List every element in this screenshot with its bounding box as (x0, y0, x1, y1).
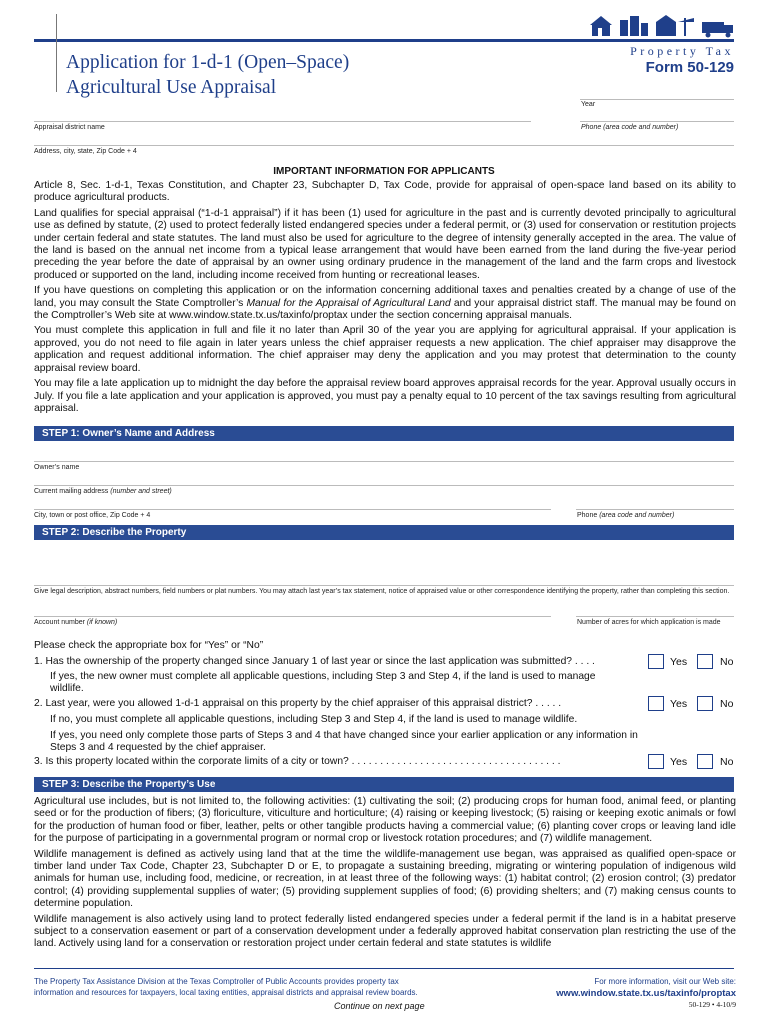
q2-yes-checkbox[interactable] (648, 696, 664, 711)
owner-phone-note: (area code and number) (599, 512, 675, 519)
q1-no-label: No (720, 656, 734, 668)
important-heading: IMPORTANT INFORMATION FOR APPLICANTS (273, 166, 495, 177)
q3-no-checkbox[interactable] (697, 754, 713, 769)
important-p1: Article 8, Sec. 1-d-1, Texas Constitution, and Chapter 23, Subchapter D, Tax Code, provide for appraisal of open-space land based on its ability to produce agricultural products. (34, 180, 736, 204)
property-icons (590, 14, 735, 38)
footer-left-1: The Property Tax Assistance Division at the Texas Comptroller of Public Accounts provides property tax (34, 977, 399, 986)
step3-p2: Wildlife management is defined as actively using land that at the time the wildlife-management use began, was appraised as qualified open-space or timber land under Tax Code, Chapter 23, Subchapter D or E, to propagate a sustaining breeding, migrating or wintering population of indigenous wild animals for human use, including food, medicine, or recreation, in at least three of the following ways: (1) habitat control; (2) erosion control; (3) predator control; (4) providing supplemental supplies of water; (5) providing supplement supplies of food; (6) providing shelters; and (7) making census counts to determine population. (34, 848, 736, 910)
acres-line[interactable] (576, 616, 734, 617)
phone-line[interactable] (580, 121, 734, 122)
step3-p3: Wildlife management is also actively using land to protect federally listed endangered species under a federal permit if the land is in a habitat preserve subject to a conservation easement or part of a conservation development under a federally approved habitat conservation plan restricting the use of the land. Actively using land for a conservation or restoration project under certain federal and state statutes is wildlife (34, 913, 736, 950)
owner-name-label: Owner’s name (34, 464, 80, 471)
q2-no-label: No (720, 698, 734, 710)
property-tax-label: Property Tax (630, 44, 734, 58)
question-2-note-1: If no, you must complete all applicable questions, including Step 3 and Step 4, if the land is used to manage wildlife. (50, 714, 578, 725)
year-line[interactable] (580, 99, 734, 100)
q1-yes-label: Yes (670, 656, 688, 668)
year-label: Year (581, 101, 596, 108)
question-1: 1. Has the ownership of the property changed since January 1 of last year or since the last application was submitted? . . . . (34, 656, 595, 667)
appraisal-district-label: Appraisal district name (34, 124, 105, 131)
mailing-line[interactable] (34, 485, 734, 486)
q3-yes-checkbox[interactable] (648, 754, 664, 769)
q3-no-label: No (720, 756, 734, 768)
city-label: City, town or post office, Zip Code + 4 (34, 512, 151, 519)
owner-name-line[interactable] (34, 461, 734, 462)
question-2-note-2: If yes, you need only complete those parts of Steps 3 and 4 that have changed since your earlier application or any information in Steps 3 and 4 requested by the chief appraiser. (50, 730, 638, 754)
account-label (34, 619, 117, 626)
form-number: Form 50-129 (645, 59, 734, 76)
q1-yes-checkbox[interactable] (648, 654, 664, 669)
question-1-note: If yes, the new owner must complete all applicable questions, including Step 3 and Step 4, if the land is used to manage wildlife. (50, 671, 596, 695)
step3-bar: STEP 3: Describe the Property’s Use (34, 777, 734, 792)
legal-description-line[interactable] (34, 585, 734, 586)
header-icons (590, 14, 735, 38)
owner-phone-text: Phone (577, 512, 600, 519)
mailing-text: Current mailing address (34, 488, 111, 495)
address-line[interactable] (34, 145, 734, 146)
footer-right (556, 976, 736, 999)
form-code: 50-129 • 4-10/9 (688, 1000, 736, 1009)
check-prompt: Please check the appropriate box for “Yes” or “No” (34, 640, 264, 651)
q3-yes-label: Yes (670, 756, 688, 768)
mailing-label (34, 488, 172, 495)
header-rule (34, 39, 734, 42)
title-line-1: Application for 1-d-1 (Open–Space) (66, 52, 350, 73)
city-line[interactable] (34, 509, 551, 510)
phone-label: Phone (area code and number) (581, 124, 679, 131)
step3-section (34, 796, 736, 951)
footer-left (34, 976, 418, 998)
footer-rule (34, 968, 734, 969)
important-p3a: If you have questions on completing this application or on the information concerning additional taxes and penalties created by a change of use of the land, you may consult the State Comptroller’s (34, 285, 736, 309)
account-line[interactable] (34, 616, 551, 617)
important-section (34, 180, 736, 415)
header-divider (56, 14, 57, 92)
title-line-2: Agricultural Use Appraisal (66, 77, 277, 98)
important-p3c: and your appraisal district staff. The manual may be found on the Comptroller’s Web site at www.window.state.tx.us/taxinfo/proptax under the section concerning appraisal manuals. (34, 297, 736, 322)
important-p2: Land qualifies for special appraisal (“1-d-1 appraisal”) if it has been (1) used for agriculture in the past and is currently devoted principally to agricultural use as defined by statute, (2) used to protect federally listed endangered species under a federal permit, or (3) used for conservation or restitution projects under certain federal and state statutes. The land must also be used for agriculture to the degree of intensity generally accepted in the area. The value of the land is based on the annual net income from a typical lease arrangement that would have been earned from the land during the five-year period preceding the year before the date of appraisal by an owner using ordinary prudence in the management of the land and the farm crops and livestock produced or supported on the land, including income received from hunting or recreational leases. (34, 207, 736, 281)
address-label: Address, city, state, Zip Code + 4 (34, 148, 137, 155)
footer-right-1: For more information, visit our Web site: (594, 977, 736, 986)
q1-no-checkbox[interactable] (697, 654, 713, 669)
important-p5: You may file a late application up to midnight the day before the appraisal review board approves appraisal records for the year. Approval usually occurs in July. If you file a late application and your application is approved, you must pay a penalty equal to 10 percent of the tax savings resulting from agricultural appraisal. (34, 378, 736, 414)
question-3: 3. Is this property located within the corporate limits of a city or town? . . . . . . . . . . . . . . . . . . . . . . . . . . . . . . . . . . . . . (34, 756, 561, 767)
step2-bar: STEP 2: Describe the Property (34, 525, 734, 540)
owner-phone-label (577, 512, 674, 519)
step1-bar: STEP 1: Owner’s Name and Address (34, 426, 734, 441)
question-2: 2. Last year, were you allowed 1-d-1 appraisal on this property by the chief appraiser of this appraisal district? . . . . . (34, 698, 562, 709)
page-title (66, 50, 349, 100)
continue-note: Continue on next page (334, 1001, 425, 1011)
account-note: (if known) (86, 619, 118, 626)
important-p3 (34, 285, 736, 322)
q2-no-checkbox[interactable] (697, 696, 713, 711)
appraisal-district-line[interactable] (34, 121, 531, 122)
footer-left-2: information and resources for taxpayers, local taxing entities, appraisal districts and appraisal review boards. (34, 988, 418, 997)
footer-url[interactable]: www.window.state.tx.us/taxinfo/proptax (556, 988, 736, 999)
legal-description-label: Give legal description, abstract numbers, field numbers or plat numbers. You may attach last year’s tax statement, notice of appraised value or other correspondence identifying the property, rather than completing this section. (34, 588, 730, 595)
manual-title: Manual for the Appraisal of Agricultural Land (246, 297, 451, 309)
mailing-note: (number and street) (110, 488, 172, 495)
acres-label: Number of acres for which application is made (577, 619, 721, 626)
owner-phone-line[interactable] (576, 509, 734, 510)
q2-yes-label: Yes (670, 698, 688, 710)
step3-p1: Agricultural use includes, but is not limited to, the following activities: (1) cultivating the soil; (2) producing crops for human food, animal feed, or planting seed or for the production of fibers; (3) floriculture, viticulture and horticulture; (4) raising or keeping livestock; (5) raising or keeping exotic animals or fowl for the production of human food or fiber, leather, pelts or other tangible products having a commercial value; (6) planting cover crops or leaving land idle for the purpose of participating in a governmental program or normal crop or livestock rotation procedures; and (7) wildlife management. (34, 796, 736, 845)
important-p4: You must complete this application in full and file it no later than April 30 of the year you are applying for agricultural appraisal. If your application is approved, you do not need to file again in later years unless the chief appraiser requests a new application. The chief appraiser may disapprove the application and request additional information. The chief appraiser may deny the application and you may protest that determination to the county appraisal review board. (34, 325, 736, 374)
account-text: Account number (34, 619, 87, 626)
